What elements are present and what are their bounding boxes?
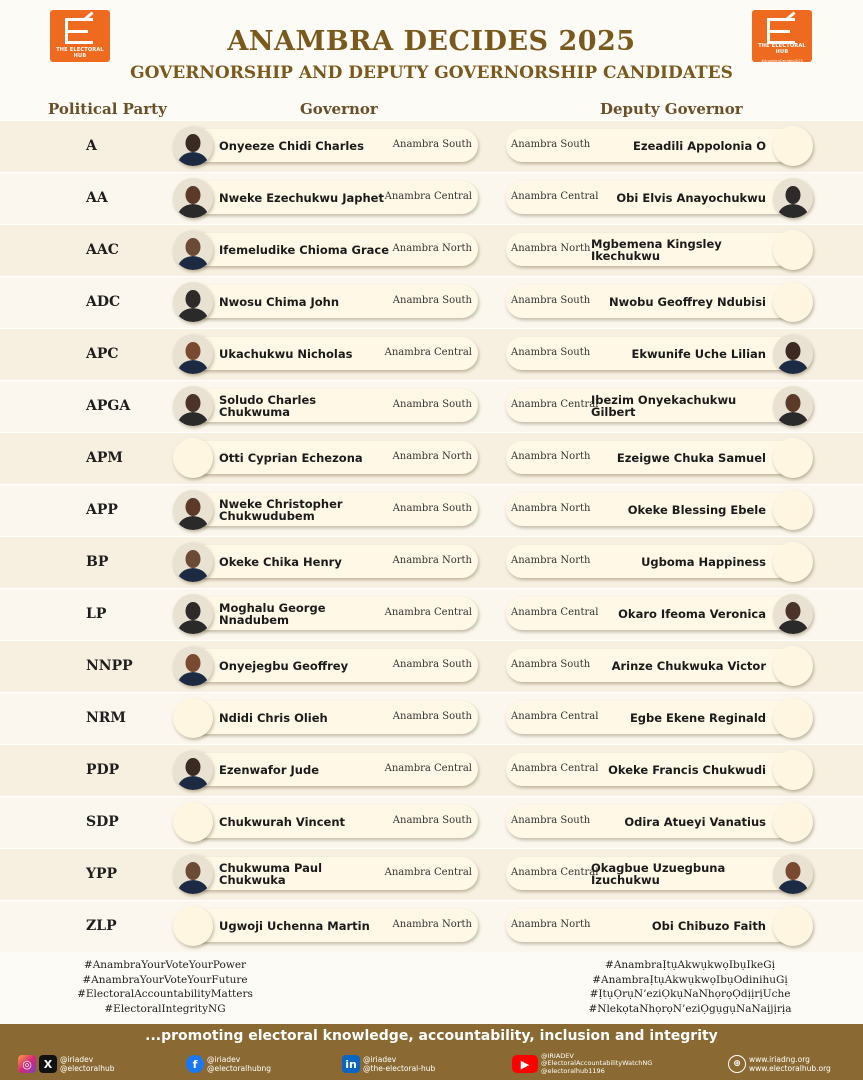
footer-bar (0, 1024, 863, 1080)
deputy-name (591, 181, 766, 214)
deputy-district: Anambra South (511, 295, 591, 306)
deputy-name (591, 129, 766, 162)
governor-district: Anambra Central (384, 607, 472, 618)
candidate-row (0, 484, 863, 536)
social-youtube[interactable] (512, 1052, 652, 1076)
deputy-name-text: Egbe Ekene Reginald (629, 710, 766, 725)
website-link[interactable]: www.electoralhub.org (749, 1064, 831, 1073)
deputy-district: Anambra South (511, 139, 591, 150)
governor-name-text: Ifemeludike Chioma Grace (219, 242, 390, 257)
social-handle: @iriadev (363, 1055, 397, 1064)
deputy-district: Anambra Central (511, 867, 599, 878)
deputy-photo (773, 282, 813, 322)
governor-district: Anambra North (392, 919, 472, 930)
page-title: ANAMBRA DECIDES 2025 (227, 26, 636, 57)
deputy-photo (773, 854, 813, 894)
deputy-name-text: Ugboma Happiness (641, 554, 766, 569)
hashtags-english (70, 958, 260, 1016)
deputy-district: Anambra South (511, 347, 591, 358)
deputy-name (591, 857, 766, 890)
deputy-name (591, 753, 766, 786)
deputy-name (591, 389, 766, 422)
deputy-card (506, 753, 810, 786)
governor-name-text: Nweke Christopher Chukwudubem (219, 496, 343, 523)
party-name: APGA (86, 398, 131, 414)
candidate-row (0, 588, 863, 640)
candidate-row (0, 328, 863, 380)
governor-district: Anambra North (392, 555, 472, 566)
governor-name (219, 753, 389, 786)
governor-district: Anambra South (392, 139, 472, 150)
party-name: YPP (86, 866, 118, 882)
globe-icon[interactable]: ⊕ (728, 1055, 746, 1073)
deputy-name-text: Ezeadili Appolonia O (633, 138, 766, 153)
deputy-card (506, 493, 810, 526)
facebook-icon[interactable]: f (186, 1055, 204, 1073)
party-name: NRM (86, 710, 126, 726)
governor-card (176, 233, 478, 266)
hashtag: #NlekọtaNhọrọN’eziỌgụgụNaNaịjịrịa (588, 1002, 792, 1015)
governor-photo (173, 854, 213, 894)
governor-photo (173, 282, 213, 322)
deputy-name (591, 701, 766, 734)
hashtag: #AnambraYourVoteYourFuture (82, 973, 248, 986)
governor-card (176, 337, 478, 370)
governor-photo (173, 646, 213, 686)
governor-photo (173, 906, 213, 946)
social-instagram-x[interactable] (18, 1052, 115, 1076)
instagram-icon[interactable]: ◎ (18, 1055, 36, 1073)
deputy-district: Anambra Central (511, 763, 599, 774)
governor-name (219, 129, 389, 162)
logo-label: THE ELECTORAL HUB (758, 43, 806, 55)
candidate-row (0, 848, 863, 900)
party-name: PDP (86, 762, 120, 778)
deputy-district: Anambra Central (511, 191, 599, 202)
logo-tag: #AnambraDecides2025 (761, 59, 803, 63)
governor-district: Anambra Central (384, 867, 472, 878)
deputy-district: Anambra Central (511, 399, 599, 410)
governor-card (176, 389, 478, 422)
governor-name (219, 649, 389, 682)
deputy-district: Anambra South (511, 659, 591, 670)
governor-district: Anambra North (392, 451, 472, 462)
governor-card (176, 129, 478, 162)
candidate-row (0, 224, 863, 276)
candidate-row (0, 796, 863, 848)
governor-district: Anambra South (392, 503, 472, 514)
deputy-name (591, 233, 766, 266)
deputy-photo (773, 386, 813, 426)
deputy-name-text: Nwobu Geoffrey Ndubisi (608, 294, 766, 309)
deputy-photo (773, 126, 813, 166)
governor-name-text: Moghalu George Nnadubem (219, 600, 326, 627)
deputy-photo (773, 334, 813, 374)
deputy-district: Anambra North (511, 919, 591, 930)
party-name: NNPP (86, 658, 133, 674)
deputy-card (506, 805, 810, 838)
social-handle: @IRIADEV (541, 1051, 574, 1060)
governor-district: Anambra South (392, 295, 472, 306)
deputy-photo (773, 750, 813, 790)
governor-district: Anambra Central (384, 191, 472, 202)
governor-name (219, 285, 389, 318)
governor-card (176, 493, 478, 526)
party-name: SDP (86, 814, 119, 830)
governor-name (219, 597, 389, 630)
deputy-photo (773, 802, 813, 842)
governor-district: Anambra Central (384, 763, 472, 774)
governor-name-text: Ukachukwu Nicholas (219, 346, 353, 361)
deputy-name-text: Odira Atueyi Vanatius (624, 814, 766, 829)
hashtag: #ElectoralIntegrityNG (104, 1002, 226, 1015)
deputy-name-text: Ezeigwe Chuka Samuel (616, 450, 766, 465)
deputy-card (506, 337, 810, 370)
governor-district: Anambra Central (384, 347, 472, 358)
governor-name (219, 805, 389, 838)
governor-card (176, 545, 478, 578)
deputy-photo (773, 646, 813, 686)
governor-photo (173, 230, 213, 270)
youtube-icon[interactable]: ▶ (512, 1055, 538, 1073)
social-facebook[interactable] (186, 1052, 271, 1076)
governor-name-text: Chukwurah Vincent (219, 814, 346, 829)
governor-district: Anambra South (392, 659, 472, 670)
party-name: A (86, 138, 97, 154)
column-header-governor: Governor (300, 100, 378, 118)
deputy-card (506, 129, 810, 162)
deputy-card (506, 545, 810, 578)
candidate-row (0, 692, 863, 744)
governor-photo (173, 438, 213, 478)
social-linkedin[interactable] (342, 1052, 435, 1076)
governor-name (219, 857, 389, 890)
deputy-card (506, 909, 810, 942)
deputy-name (591, 493, 766, 526)
governor-name-text: Nwosu Chima John (219, 294, 340, 309)
party-name: BP (86, 554, 109, 570)
hashtag: #AnambraỊtụAkwụkwọIbụOdinihuGị (592, 973, 788, 986)
candidate-row (0, 120, 863, 172)
deputy-district: Anambra Central (511, 607, 599, 618)
hashtag: #AnambraỊtụAkwụkwọIbụIkeGị (605, 959, 775, 971)
hashtag: #ElectoralAccountabilityMatters (77, 988, 253, 1000)
party-name: APP (86, 502, 118, 518)
candidate-row (0, 640, 863, 692)
social-handle: @ElectoralAccountabilityWatchNG (541, 1059, 653, 1068)
party-name: AAC (86, 242, 119, 258)
governor-name (219, 181, 389, 214)
deputy-district: Anambra North (511, 503, 591, 514)
party-name: APM (86, 450, 123, 466)
governor-name-text: Onyejegbu Geoffrey (219, 658, 349, 673)
deputy-name-text: Okeke Francis Chukwudi (608, 762, 766, 777)
deputy-card (506, 285, 810, 318)
deputy-photo (773, 698, 813, 738)
governor-card (176, 909, 478, 942)
hashtags-igbo (580, 958, 800, 1016)
deputy-name-text: Ibezim Onyekachukwu Gilbert (591, 392, 737, 419)
governor-name-text: Otti Cyprian Echezona (219, 450, 363, 465)
governor-name (219, 389, 389, 422)
governor-photo (173, 594, 213, 634)
deputy-photo (773, 594, 813, 634)
deputy-name (591, 649, 766, 682)
deputy-card (506, 857, 810, 890)
deputy-name-text: Okagbue Uzuegbuna Izuchukwu (591, 860, 726, 887)
candidate-row (0, 536, 863, 588)
governor-name-text: Ndidi Chris Olieh (219, 710, 328, 725)
party-name: APC (86, 346, 119, 362)
governor-photo (173, 386, 213, 426)
social-handle: @the-electoral-hub (363, 1064, 436, 1073)
website-link[interactable]: www.iriadng.org (749, 1055, 810, 1064)
governor-photo (173, 698, 213, 738)
deputy-photo (773, 906, 813, 946)
deputy-name-text: Mgbemena Kingsley Ikechukwu (591, 236, 722, 263)
deputy-card (506, 701, 810, 734)
governor-name-text: Ugwoji Uchenna Martin (219, 918, 370, 933)
deputy-district: Anambra North (511, 451, 591, 462)
deputy-card (506, 389, 810, 422)
social-websites[interactable] (728, 1052, 831, 1076)
social-handle: @electoralhub1196 (541, 1066, 605, 1075)
governor-name-text: Okeke Chika Henry (219, 554, 342, 569)
governor-name-text: Nweke Ezechukwu Japhet (219, 190, 384, 205)
candidate-row (0, 276, 863, 328)
logo-label: THE ELECTORAL HUB (56, 47, 104, 59)
linkedin-icon[interactable]: in (342, 1055, 360, 1073)
governor-name-text: Chukwuma Paul Chukwuka (219, 860, 323, 887)
x-icon[interactable]: X (39, 1055, 57, 1073)
governor-name-text: Ezenwafor Jude (219, 762, 319, 777)
governor-photo (173, 750, 213, 790)
column-header-party: Political Party (48, 100, 167, 118)
deputy-card (506, 233, 810, 266)
governor-card (176, 441, 478, 474)
deputy-name-text: Obi Chibuzo Faith (651, 918, 766, 933)
governor-card (176, 805, 478, 838)
governor-photo (173, 542, 213, 582)
governor-name-text: Soludo Charles Chukwuma (219, 392, 317, 419)
governor-name (219, 545, 389, 578)
governor-photo (173, 802, 213, 842)
party-name: AA (86, 190, 108, 206)
page-subtitle: GOVERNORSHIP AND DEPUTY GOVERNORSHIP CANDIDATES (130, 63, 733, 83)
social-handle: @electoralhubng (207, 1064, 272, 1073)
hashtag: #ỊtụỌrụN’eziỌkụNaNhọrọỌdịịrịUche (589, 988, 791, 1000)
candidate-row (0, 380, 863, 432)
deputy-name (591, 545, 766, 578)
governor-card (176, 701, 478, 734)
governor-name (219, 337, 389, 370)
candidate-row (0, 172, 863, 224)
deputy-name (591, 909, 766, 942)
governor-card (176, 857, 478, 890)
deputy-district: Anambra South (511, 815, 591, 826)
deputy-district: Anambra North (511, 555, 591, 566)
governor-card (176, 649, 478, 682)
governor-name (219, 233, 389, 266)
deputy-photo (773, 178, 813, 218)
deputy-name-text: Arinze Chukwuka Victor (611, 658, 766, 673)
deputy-name-text: Okaro Ifeoma Veronica (618, 606, 766, 621)
hashtag: #AnambraYourVoteYourPower (83, 959, 247, 971)
governor-name-text: Onyeeze Chidi Charles (219, 138, 364, 153)
deputy-card (506, 649, 810, 682)
deputy-name-text: Obi Elvis Anayochukwu (616, 190, 766, 205)
governor-name (219, 441, 389, 474)
governor-district: Anambra South (392, 711, 472, 722)
governor-card (176, 753, 478, 786)
deputy-name (591, 441, 766, 474)
footer-slogan: ...promoting electoral knowledge, accountability, inclusion and integrity (145, 1028, 718, 1044)
deputy-name (591, 337, 766, 370)
deputy-photo (773, 490, 813, 530)
governor-card (176, 181, 478, 214)
candidate-row (0, 744, 863, 796)
column-header-deputy: Deputy Governor (600, 100, 743, 118)
governor-photo (173, 126, 213, 166)
governor-photo (173, 490, 213, 530)
deputy-photo (773, 542, 813, 582)
deputy-photo (773, 230, 813, 270)
governor-photo (173, 334, 213, 374)
governor-district: Anambra North (392, 243, 472, 254)
candidate-row (0, 900, 863, 952)
deputy-name-text: Okeke Blessing Ebele (627, 502, 766, 517)
deputy-district: Anambra Central (511, 711, 599, 722)
deputy-name (591, 805, 766, 838)
deputy-card (506, 597, 810, 630)
governor-photo (173, 178, 213, 218)
party-name: ZLP (86, 918, 117, 934)
governor-card (176, 597, 478, 630)
deputy-name-text: Ekwunife Uche Lilian (631, 346, 766, 361)
governor-district: Anambra South (392, 815, 472, 826)
party-name: ADC (86, 294, 121, 310)
governor-name (219, 909, 389, 942)
governor-name (219, 493, 389, 526)
party-name: LP (86, 606, 107, 622)
deputy-card (506, 441, 810, 474)
deputy-card (506, 181, 810, 214)
deputy-photo (773, 438, 813, 478)
social-handle: @electoralhub (60, 1064, 115, 1073)
deputy-name (591, 285, 766, 318)
candidates-table (0, 120, 863, 952)
social-handle: @iriadev (60, 1055, 94, 1064)
deputy-district: Anambra North (511, 243, 591, 254)
social-handle: @iriadev (207, 1055, 241, 1064)
governor-district: Anambra South (392, 399, 472, 410)
deputy-name (591, 597, 766, 630)
candidate-row (0, 432, 863, 484)
governor-card (176, 285, 478, 318)
governor-name (219, 701, 389, 734)
